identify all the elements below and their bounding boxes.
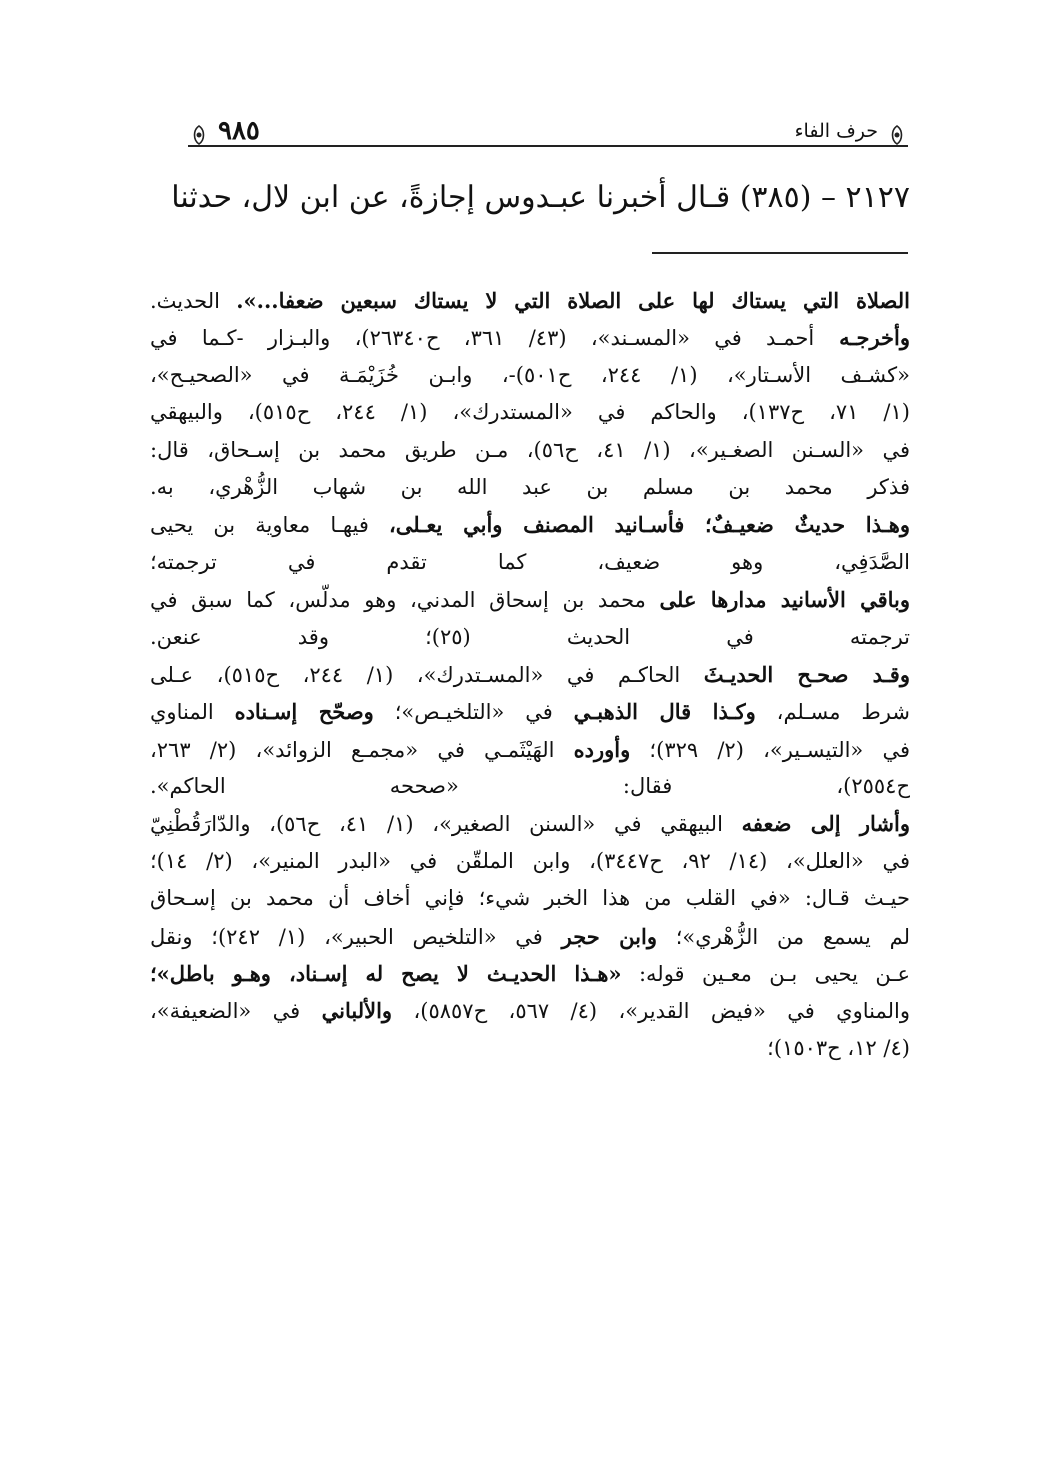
text-line (150, 319, 910, 356)
text-segment: البيهقي في «السنن الصغير»، (١/ ٤١، ح٥٦)، والدّارَقُطْنِيّ (150, 812, 742, 837)
text-segment: في «العلل»، (١٤/ ٩٢، ح٣٤٤٧)، وابن الملقّن في «البدر المنير»، (٢/ ١٤)؛ (150, 848, 910, 873)
text-line (150, 1030, 910, 1067)
page-header (188, 108, 908, 154)
text-line (150, 282, 910, 319)
text-segment: محمد بن إسحاق المدني، وهو مدلّس، كما سبق في (150, 588, 660, 613)
text-line (150, 506, 910, 543)
bold-segment: وأورده (573, 736, 631, 762)
bold-segment: وأشار إلى ضعفه (741, 811, 910, 837)
text-segment: الحاكـم في «المسـتدرك»، (١/ ٢٤٤، ح٥١٥)، عـلى (150, 662, 704, 687)
text-line (150, 768, 910, 805)
text-segment: «كشـف الأسـتار»، (١/ ٢٤٤، ح٥٠١)-، وابـن خُزَيْمَـة في «الصحيـح»، (150, 362, 910, 387)
ornament-icon (886, 124, 908, 146)
text-segment: عـن يحيى بـن معـين قوله: (621, 962, 910, 987)
text-line (150, 843, 910, 880)
header-rule (188, 145, 908, 147)
text-segment: فذكر محمد بن مسلم بن عبد الله بن شهاب الزُّهْري، به. (150, 474, 910, 499)
text-segment: أحمـد في «المسـند»، (٤٣/ ٣٦١، ح٢٦٣٤٠)، والبـزار -كـما في (150, 326, 815, 351)
text-line (150, 693, 910, 730)
text-segment: في «التلخيـص»؛ (373, 700, 574, 725)
bold-segment: وباقي الأسانيد مدارها على (659, 587, 910, 613)
bold-segment: «هـذا الحديـث لا يصح له إسـناد، وهـو باطل»؛ (150, 961, 622, 987)
bold-segment: وهـذا حديثٌ ضعيـفٌ؛ فأسـانيد المصنف وأبي يعـلى، (389, 512, 910, 538)
text-segment: في «التلخيص الحبير»، (١/ ٢٤٢)؛ ونقل (150, 924, 562, 949)
text-line (150, 918, 910, 955)
text-segment: (١/ ٧١، ح١٣٧)، والحاكم في «المستدرك»، (١/ ٢٤٤، ح٥١٥)، والبيهقي (150, 400, 910, 425)
text-segment: (٤/ ١٢، ح١٥٠٣)؛ (767, 1035, 910, 1060)
text-line (150, 619, 910, 656)
text-segment: شرط مسـلم، (755, 700, 910, 725)
text-segment: والمناوي في «فيض القدير»، (٤/ ٥٦٧، ح٥٨٥٧)، (392, 999, 910, 1024)
bold-segment: وأخرجـه (814, 325, 910, 351)
text-line (150, 656, 910, 693)
bold-segment: والألباني (321, 998, 393, 1024)
text-segment: لم يسمع من الزُّهْري»؛ (656, 924, 910, 949)
text-line (150, 394, 910, 431)
bold-segment: وقـد صحـح الحديـثَ (703, 661, 910, 687)
page-number: ٩٨٥ (218, 116, 260, 146)
ornament-icon (188, 124, 210, 146)
text-segment: في «الضعيفة»، (150, 999, 322, 1024)
text-line (150, 581, 910, 618)
text-line (150, 469, 910, 506)
bold-segment: وصحّح إسـناده (234, 699, 374, 725)
text-segment: ترجمته في الحديث (٢٥)؛ وقد عنعن. (150, 624, 910, 649)
text-segment: المناوي (150, 700, 235, 725)
text-line (150, 432, 910, 469)
text-segment: في «التيسـير»، (٢/ ٣٢٩)؛ (630, 737, 910, 762)
text-segment: الهَيْثَمـي في «مجمـع الزوائد»، (٢/ ٢٦٣، (150, 737, 574, 762)
footnote-separator (652, 252, 908, 254)
bold-segment: الصلاة التي يستاك لها على الصلاة التي لا يستاك سبعين ضعفا...». (236, 288, 910, 313)
text-segment: فيهـا معاوية بن يحيى (150, 513, 390, 538)
text-segment: في «السـنن الصغـير»، (١/ ٤١، ح٥٦)، مـن طريق محمد بن إسـحاق، قال: (150, 437, 910, 462)
text-line (150, 731, 910, 768)
text-line (150, 880, 910, 917)
running-title: حرف الفاء (794, 120, 878, 142)
text-segment: حيـث قـال: «في القلب من هذا الخبر شيء؛ فإني أخاف أن محمد بن إسـحاق (150, 886, 910, 911)
text-line (150, 992, 910, 1029)
text-line (150, 544, 910, 581)
text-segment: الحديث. (150, 289, 237, 313)
hadith-entry: ٢١٢٧ – (٣٨٥) قـال أخبرنا عبـدوس إجازةً، عن ابن لال، حدثنا (171, 180, 910, 215)
bold-segment: وكـذا قال الذهبـي (573, 699, 756, 725)
text-line (150, 805, 910, 842)
footnote-text (150, 282, 910, 1067)
bold-segment: وابن حجر (561, 923, 657, 949)
text-line (150, 357, 910, 394)
text-segment: ح٢٥٥٤)، فقال: «صححه الحاكم». (150, 774, 910, 799)
text-line (150, 955, 910, 992)
text-segment: الصَّدَفِي، وهو ضعيف، كما تقدم في ترجمته؛ (150, 549, 910, 574)
